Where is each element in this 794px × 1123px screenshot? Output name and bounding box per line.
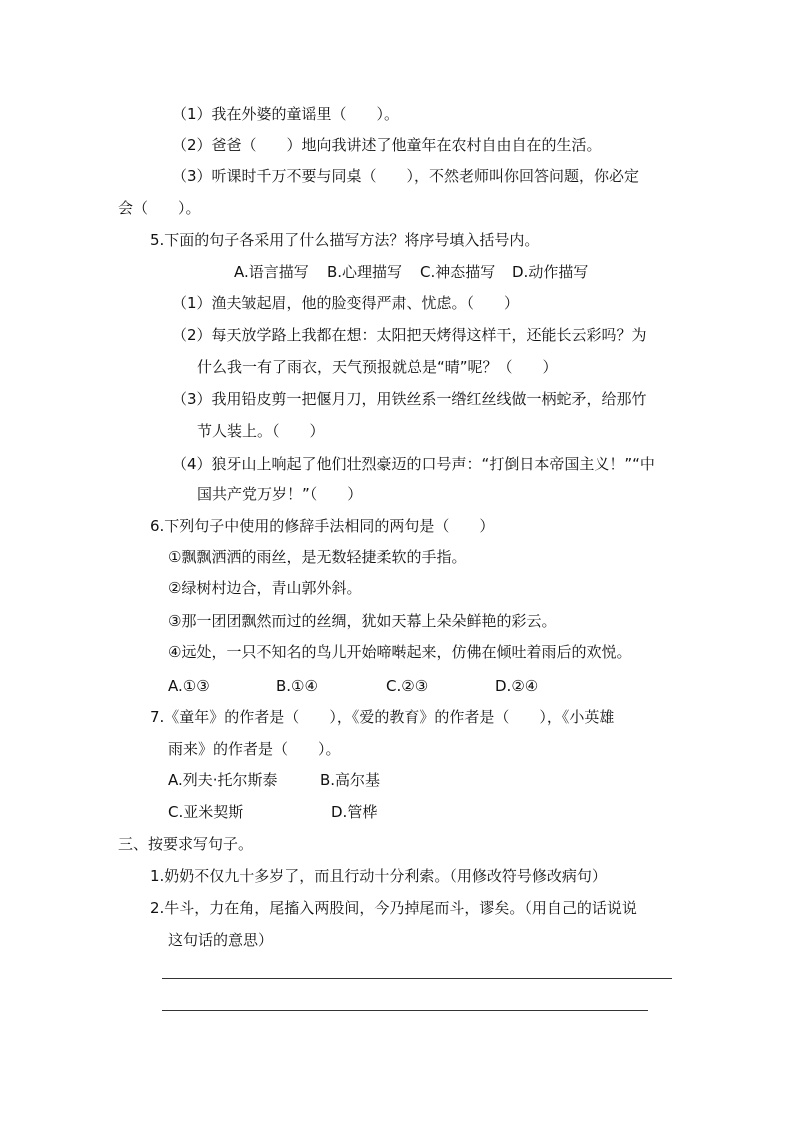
section3-q2-cont: 这句话的意思） [168,931,274,949]
section3-title: 三、按要求写句子。 [118,835,254,853]
q6-option-d: D.②④ [495,677,539,695]
q7-option-c: C.亚米契斯 [168,803,244,821]
q6-sentence-1: ①飘飘洒洒的雨丝，是无数轻捷柔软的手指。 [168,548,467,566]
q5-option-d: D.动作描写 [512,263,589,281]
q6-option-a: A.①③ [168,677,210,695]
q5-item-2: （2）每天放学路上我都在想：太阳把天烤得这样干，还能长云彩吗？为 [172,326,647,344]
q5-item-4-cont: 国共产党万岁！”（ ） [197,485,363,503]
q7-stem: 7.《童年》的作者是（ ），《爱的教育》的作者是（ ），《小英雄 [150,708,615,726]
answer-line-1[interactable] [162,978,672,979]
fill-item-3-cont: 会（ ）。 [118,199,201,217]
q6-option-c: C.②③ [386,677,429,695]
q6-option-b: B.①④ [276,677,318,695]
q7-option-d: D.管桦 [331,803,378,821]
q7-option-a: A.列夫·托尔斯泰 [168,771,278,789]
q5-item-3-cont: 节人装上。（ ） [197,422,325,440]
answer-line-2[interactable] [162,1010,648,1011]
q6-sentence-3: ③那一团团飘然而过的丝绸，犹如天幕上朵朵鲜艳的彩云。 [168,612,557,630]
q5-option-c: C.神态描写 [420,263,496,281]
fill-item-3: （3）听课时千万不要与同桌（ ），不然老师叫你回答问题，你必定 [172,167,640,185]
q5-option-a: A.语言描写 [234,263,309,281]
section3-q1: 1.奶奶不仅九十多岁了，而且行动十分利索。（用修改符号修改病句） [150,867,607,885]
q7-stem-cont: 雨来》的作者是（ ）。 [168,740,341,758]
fill-item-2: （2）爸爸（ ）地向我讲述了他童年在农村自由自在的生活。 [172,136,602,154]
q5-stem: 5.下面的句子各采用了什么描写方法？将序号填入括号内。 [150,231,540,249]
q7-option-b: B.高尔基 [320,771,381,789]
q6-stem: 6.下列句子中使用的修辞手法相同的两句是（ ） [150,517,495,535]
q5-item-4: （4）狼牙山上响起了他们壮烈豪迈的口号声：“打倒日本帝国主义！”“中 [172,455,655,473]
q5-item-3: （3）我用铅皮剪一把偃月刀，用铁丝系一绺红丝线做一柄蛇矛，给那竹 [172,390,647,408]
section3-q2: 2.牛斗，力在角，尾搐入两股间，今乃掉尾而斗，谬矣。（用自己的话说说 [150,899,637,917]
q6-sentence-2: ②绿树村边合，青山郭外斜。 [168,579,362,597]
q5-item-1: （1）渔夫皱起眉，他的脸变得严肃、忧虑。（ ） [172,294,520,312]
q6-sentence-4: ④远处，一只不知名的鸟儿开始啼啭起来，仿佛在倾吐着雨后的欢悦。 [168,643,632,661]
q5-option-b: B.心理描写 [327,263,403,281]
fill-item-1: （1）我在外婆的童谣里（ ）。 [172,105,400,123]
q5-item-2-cont: 什么我一有了雨衣，天气预报就总是“晴”呢？（ ） [197,358,558,376]
